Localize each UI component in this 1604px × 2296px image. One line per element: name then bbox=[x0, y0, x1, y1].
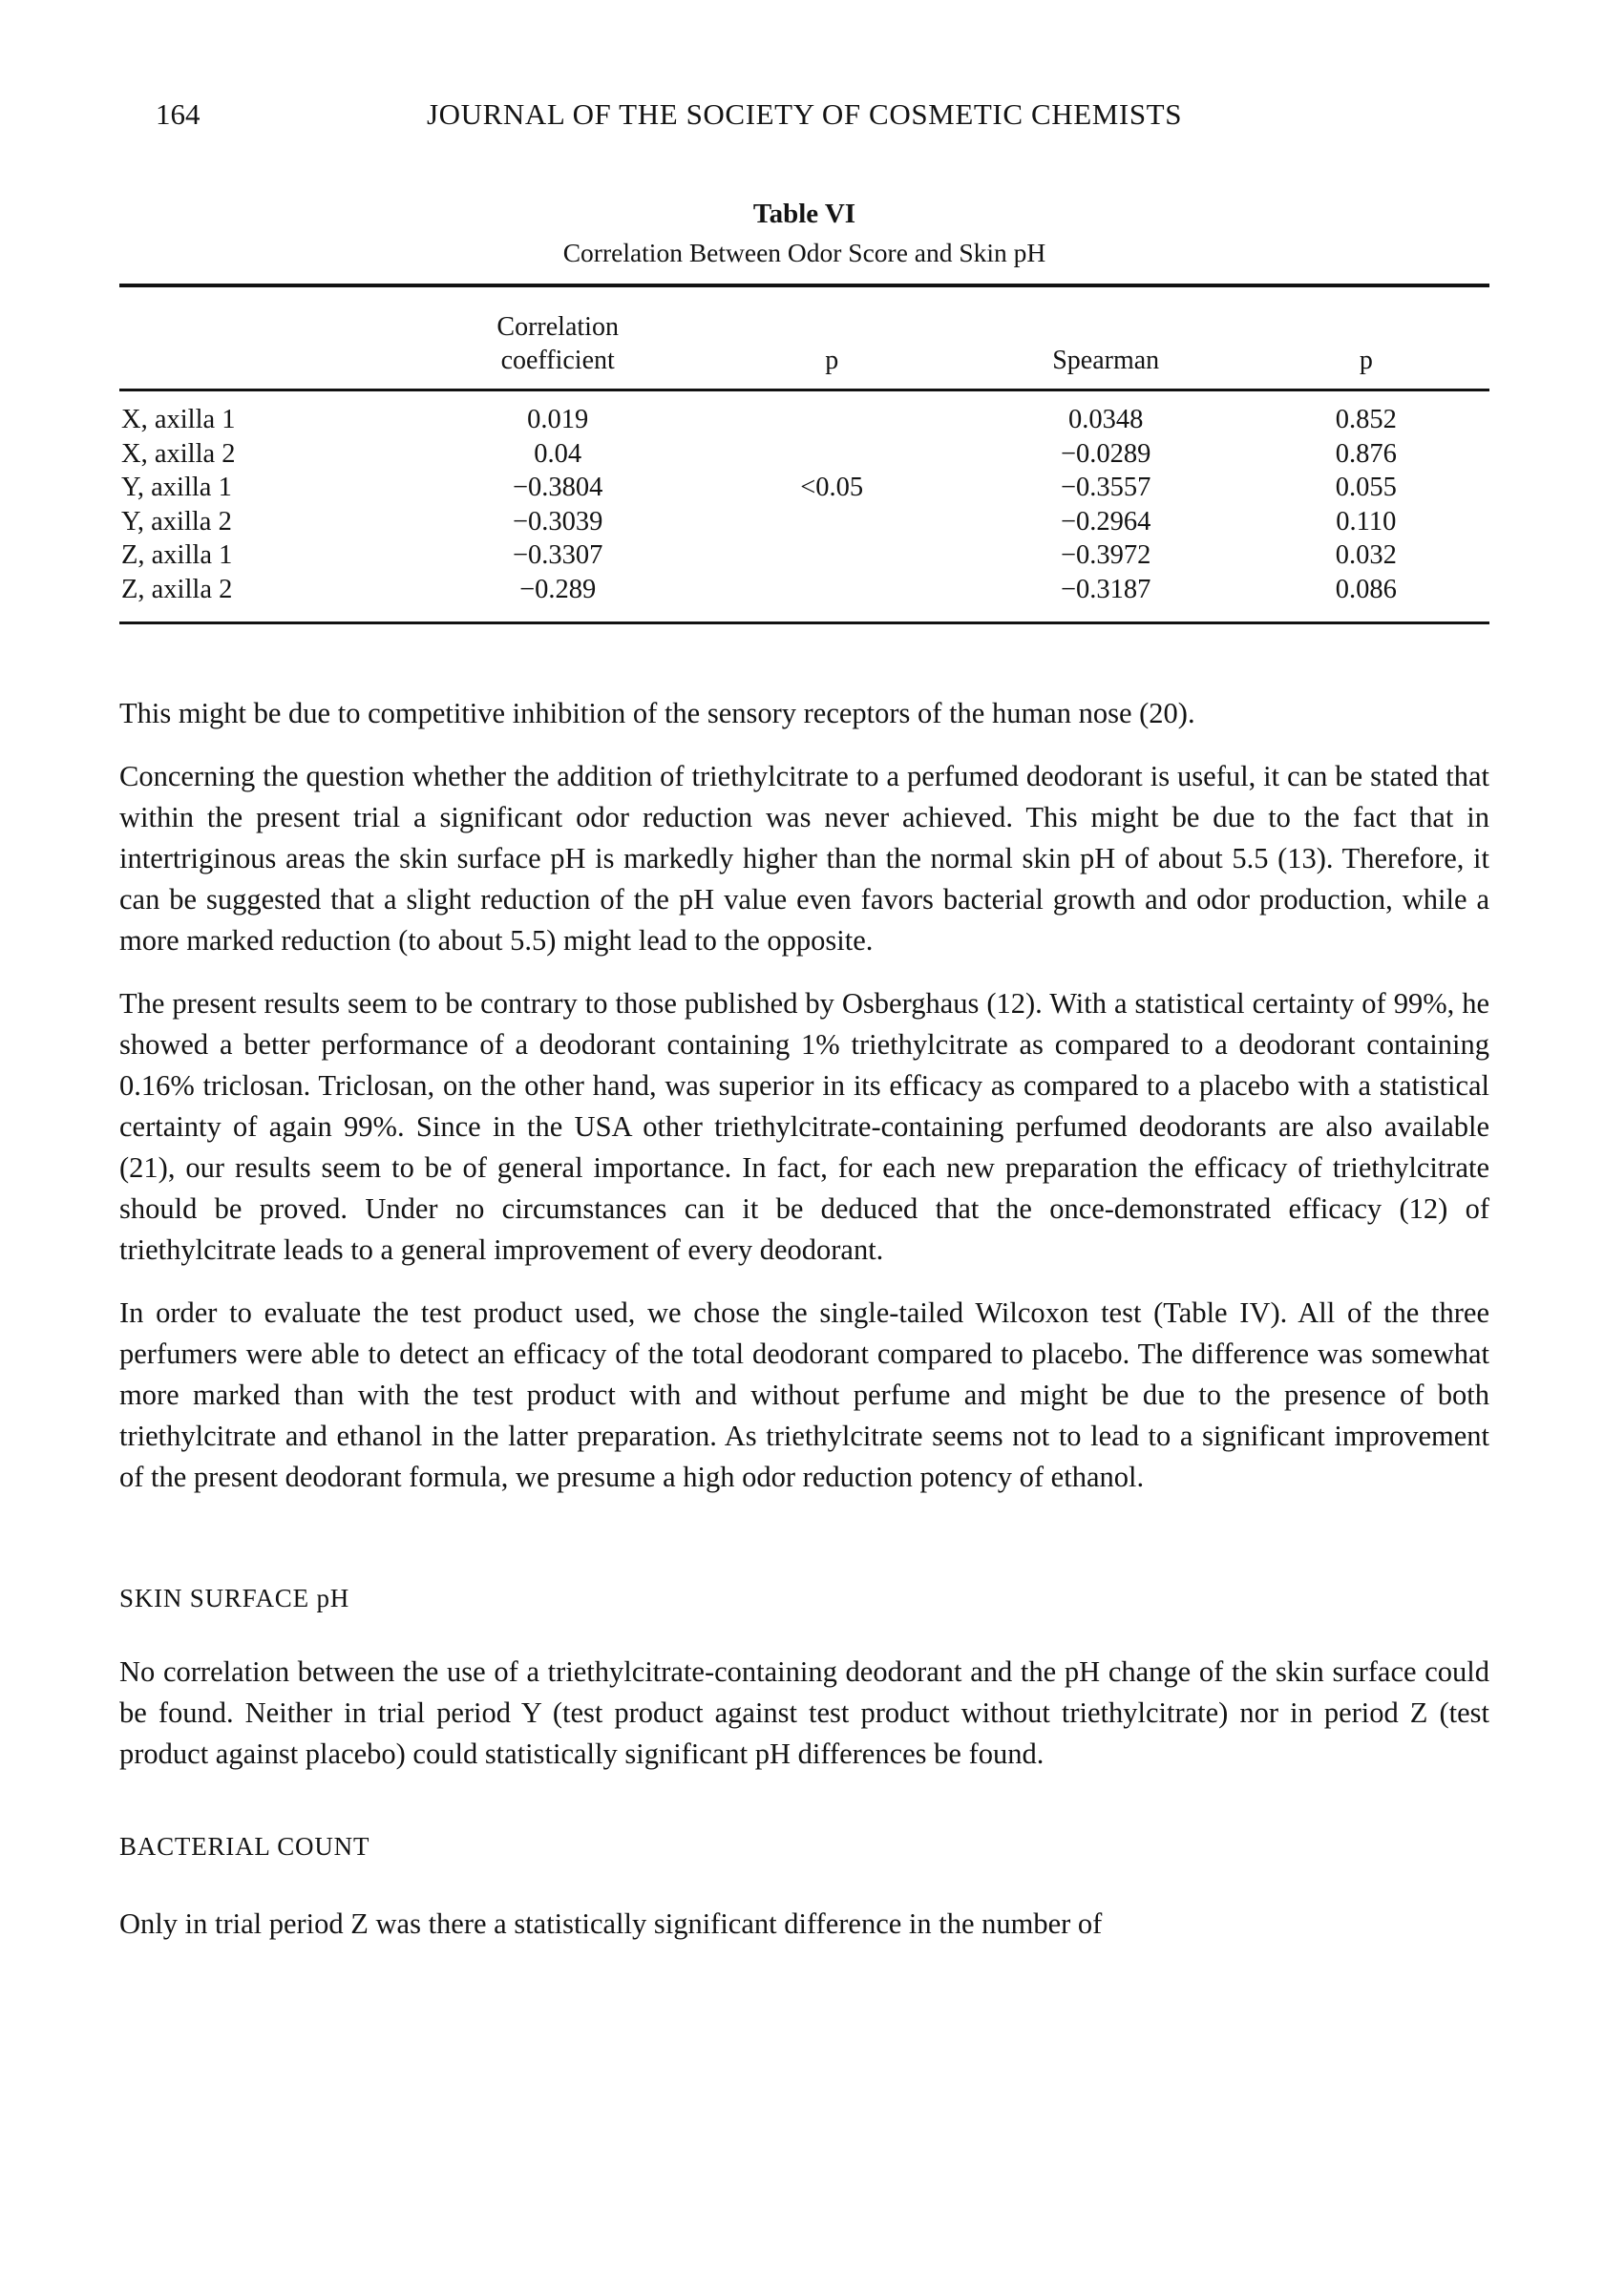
section-heading-bacterial-count: BACTERIAL COUNT bbox=[119, 1832, 370, 1861]
row-coef: −0.3804 bbox=[512, 473, 603, 502]
table-caption: Correlation Between Odor Score and Skin pH bbox=[562, 238, 1046, 267]
paragraph-4: In order to evaluate the test product used, we chose the single-tailed Wilcoxon test (Table IV). All of the three perfumers were able to detect an efficacy of the total deodorant compared to placebo. The difference was somewhat more marked than with the test product with and without perfume and might be due to the presence of both triethylcitrate and ethanol in the latter preparation. As triethylcitrate seems not to lead to a significant improvement of the present deodorant formula, we presume a high odor reduction potency of ethanol. bbox=[119, 1296, 1489, 1493]
row-p2: 0.055 bbox=[1335, 473, 1397, 502]
row-label: Y, axilla 1 bbox=[121, 473, 232, 502]
table-row bbox=[119, 437, 1489, 472]
table-title: Table VI bbox=[752, 199, 856, 229]
row-label: Y, axilla 2 bbox=[121, 506, 232, 537]
row-coef: 0.04 bbox=[534, 438, 582, 469]
row-spearman: 0.0348 bbox=[1068, 405, 1144, 434]
table-row bbox=[119, 505, 1489, 539]
row-coef: −0.3039 bbox=[512, 506, 603, 537]
row-p bbox=[695, 505, 969, 539]
table-header-row bbox=[119, 287, 1489, 391]
row-label: Z, axilla 1 bbox=[121, 540, 233, 570]
table-row bbox=[119, 471, 1489, 505]
row-spearman: −0.3187 bbox=[1060, 574, 1151, 604]
header-spearman: Spearman bbox=[1052, 346, 1160, 375]
table-row bbox=[119, 538, 1489, 573]
row-spearman: −0.3972 bbox=[1060, 540, 1151, 570]
correlation-table bbox=[119, 284, 1489, 624]
row-coef: −0.3307 bbox=[512, 540, 603, 570]
row-label: X, axilla 2 bbox=[121, 438, 236, 469]
paragraph-3: The present results seem to be contrary to those published by Osberghaus (12). With a statistical certainty of 99%, he showed a better performance of a deodorant containing 1% triethylcitrate as compared to a deodorant containing 0.16% triclosan. Triclosan, on the other hand, was superior in its efficacy as compared to a placebo with a statistical certainty of again 99%. Since in the USA other triethylcitrate-containing perfumed deodorants are also available (21), our results seem to be of general importance. In fact, for each new preparation the efficacy of triethylcitrate should be proved. Under no circumstances can it be deduced that the once-demonstrated efficacy (12) of triethylcitrate leads to a general improvement of every deodorant. bbox=[119, 987, 1489, 1266]
table-row bbox=[119, 573, 1489, 607]
table-row bbox=[119, 403, 1489, 437]
paragraph-1: This might be due to competitive inhibition of the sensory receptors of the human nose (20). bbox=[119, 697, 1195, 729]
row-p: <0.05 bbox=[800, 473, 864, 502]
paragraph-6: Only in trial period Z was there a statistically significant difference in the number of bbox=[119, 1907, 1103, 1940]
row-p2: 0.032 bbox=[1335, 540, 1397, 570]
row-spearman: −0.2964 bbox=[1060, 506, 1151, 537]
page-number: 164 bbox=[156, 97, 200, 131]
running-head bbox=[119, 97, 1489, 137]
row-p bbox=[695, 573, 969, 607]
row-p2: 0.110 bbox=[1336, 506, 1397, 537]
row-spearman: −0.0289 bbox=[1060, 438, 1151, 469]
row-spearman: −0.3557 bbox=[1060, 473, 1151, 502]
paragraph-5: No correlation between the use of a triethylcitrate-containing deodorant and the pH change of the skin surface could be found. Neither in trial period Y (test product against test product without triethylcitrate) nor in period Z (test product against placebo) could statistically significant pH differences be found. bbox=[119, 1655, 1489, 1770]
row-coef: 0.019 bbox=[527, 405, 589, 434]
journal-title: JOURNAL OF THE SOCIETY OF COSMETIC CHEMISTS bbox=[426, 97, 1183, 131]
paragraph-2: Concerning the question whether the addition of triethylcitrate to a perfumed deodorant is useful, it can be stated that within the present trial a significant odor reduction was never achieved. This might be due to the fact that in intertriginous areas the skin surface pH is markedly higher than the normal skin pH of about 5.5 (13). Therefore, it can be suggested that a slight reduction of the pH value even favors bacterial growth and odor production, while a more marked reduction (to about 5.5) might lead to the opposite. bbox=[119, 760, 1489, 957]
header-correlation-coefficient: Correlation coefficient bbox=[496, 312, 619, 375]
row-label: X, axilla 1 bbox=[121, 405, 236, 434]
header-p-1: p bbox=[825, 346, 839, 375]
row-p2: 0.086 bbox=[1335, 574, 1397, 604]
row-coef: −0.289 bbox=[519, 574, 597, 604]
row-label: Z, axilla 2 bbox=[121, 574, 233, 604]
header-p-2: p bbox=[1359, 346, 1373, 375]
row-p bbox=[695, 403, 969, 437]
table-vi bbox=[119, 199, 1489, 624]
row-p2: 0.852 bbox=[1335, 405, 1397, 434]
row-p bbox=[695, 538, 969, 573]
table-body bbox=[119, 391, 1489, 624]
row-p2: 0.876 bbox=[1335, 438, 1397, 469]
section-heading-skin-surface-ph: SKIN SURFACE pH bbox=[119, 1584, 350, 1612]
row-p bbox=[695, 437, 969, 472]
